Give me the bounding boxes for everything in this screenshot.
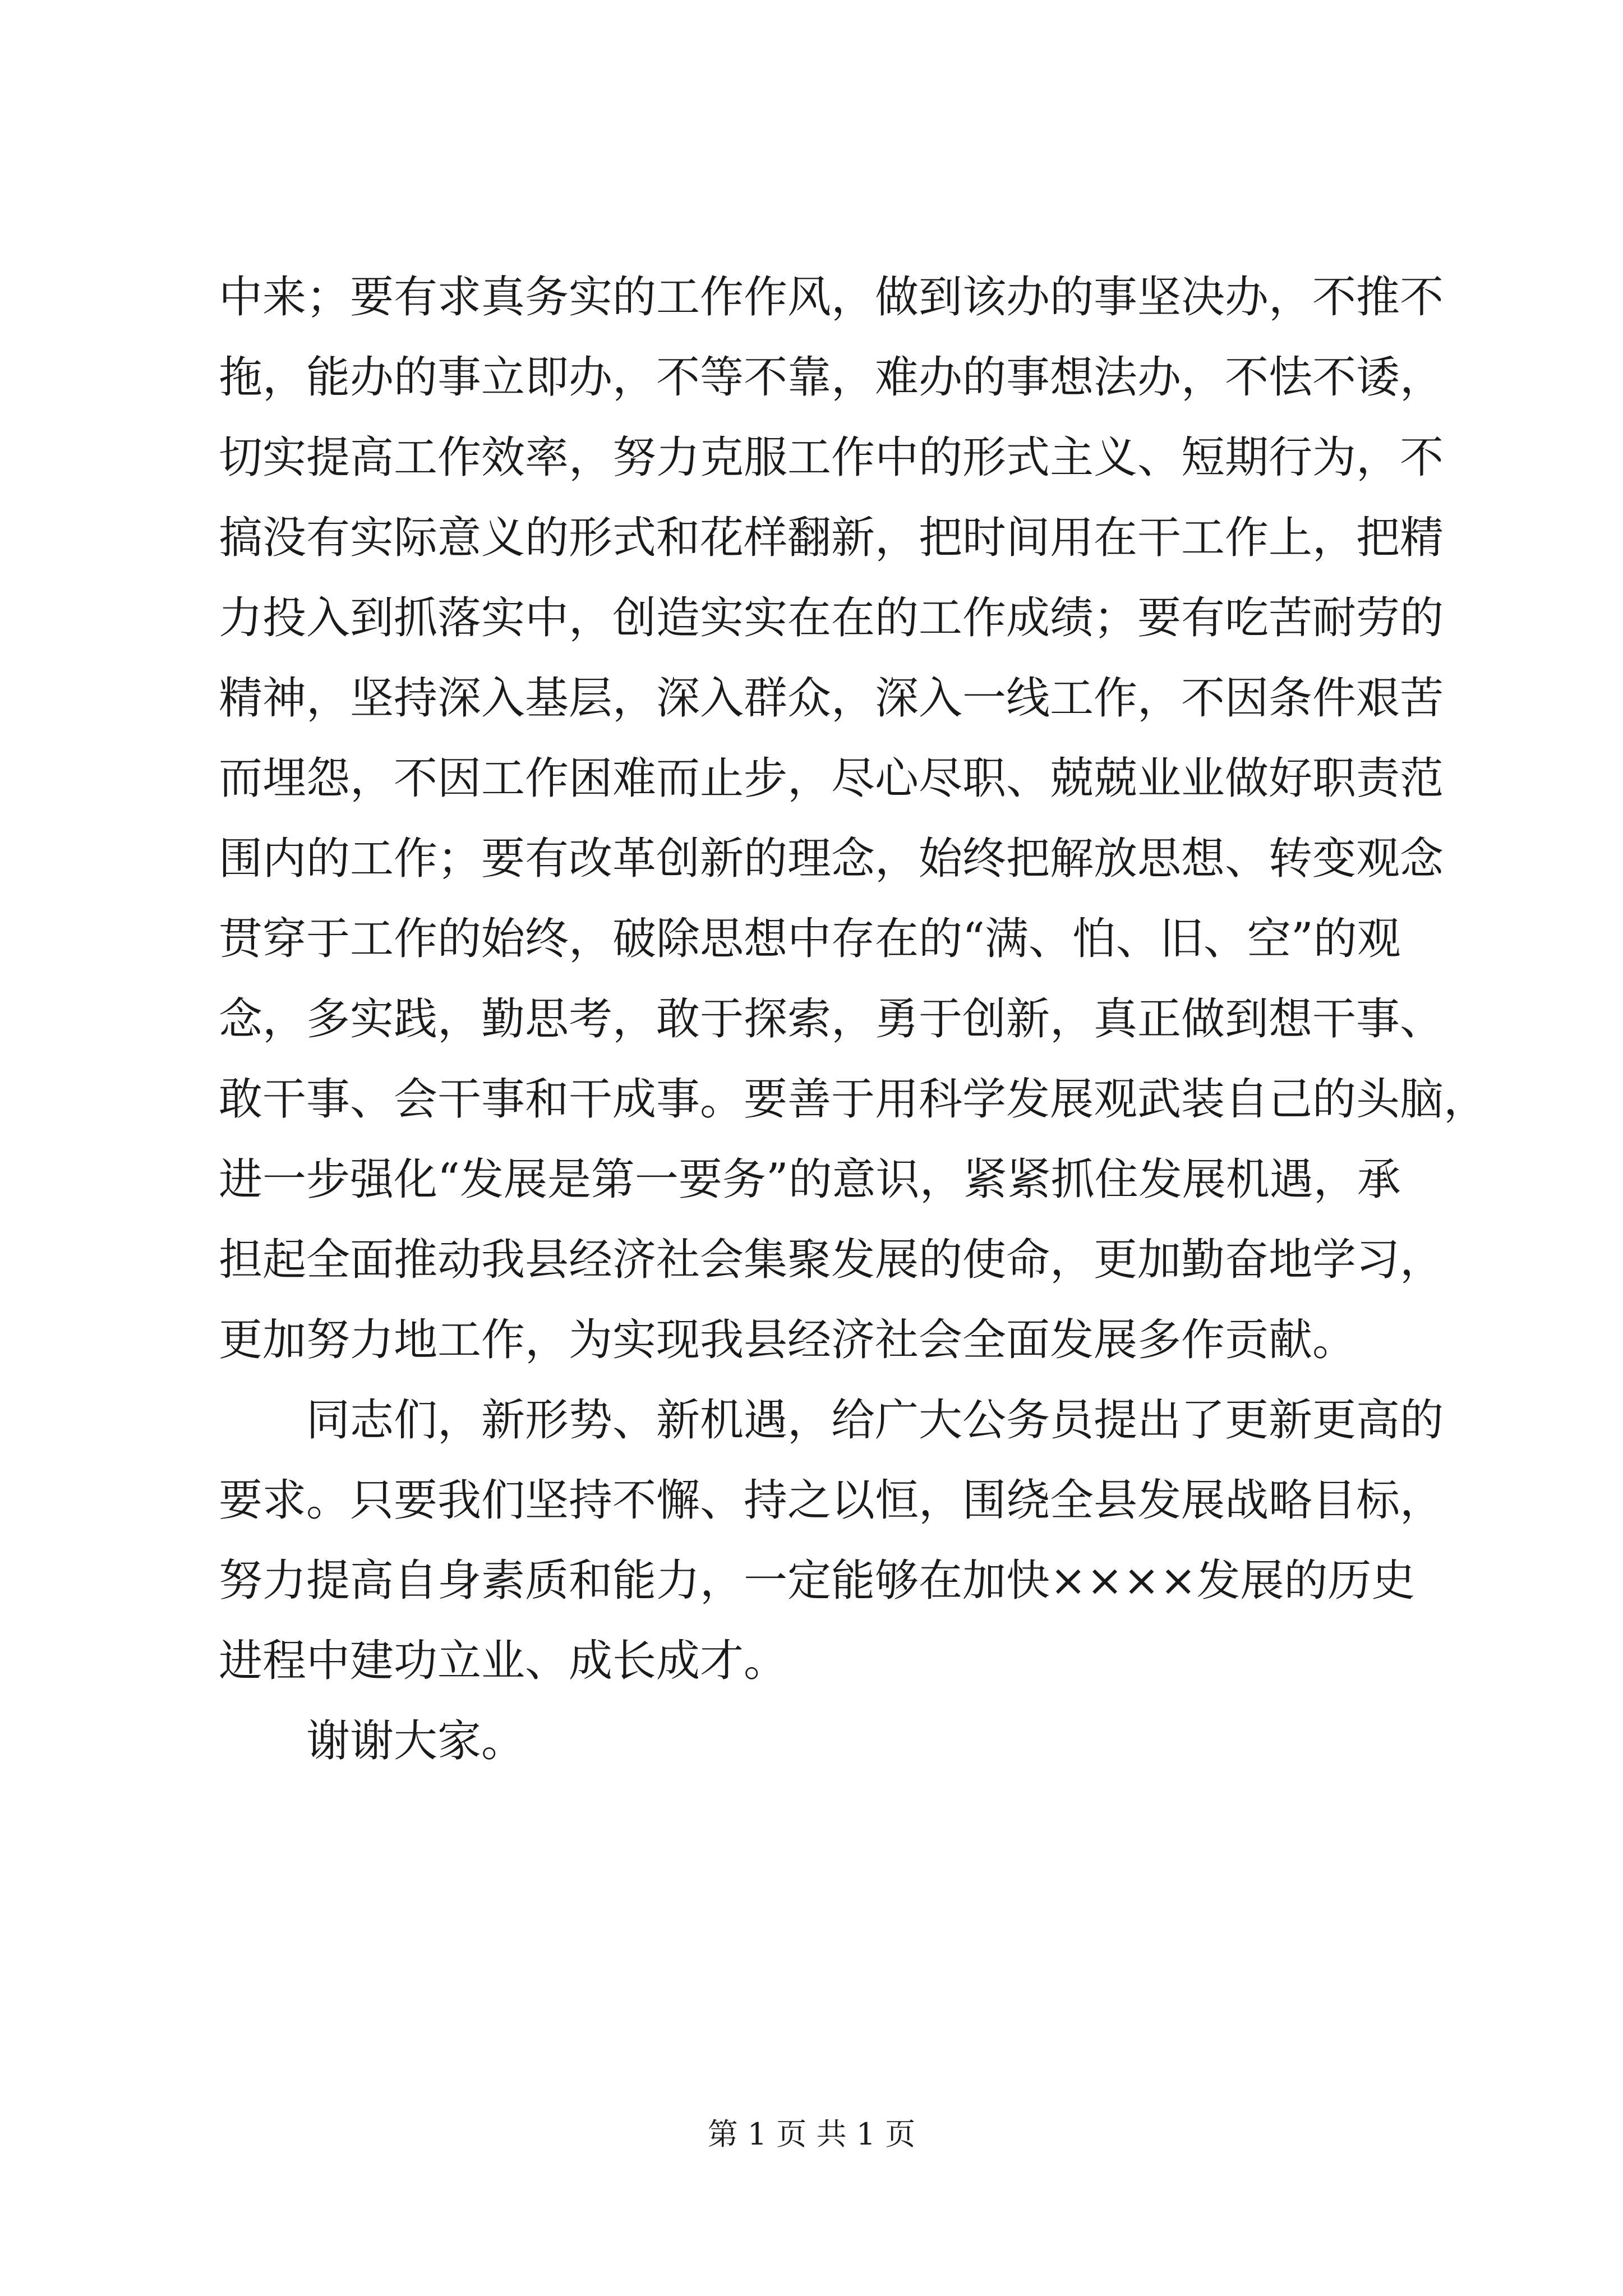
text-line: 努力提高自身素质和能力，一定能够在加快××××发展的历史	[219, 1556, 1415, 1606]
text-line: 搞没有实际意义的形式和花样翻新，把时间用在干工作上，把精	[219, 513, 1444, 563]
text-line: 力投入到抓落实中，创造实实在在的工作成绩；要有吃苦耐劳的	[219, 593, 1444, 643]
text-line: 进一步强化“发展是第一要务”的意识，紧紧抓住发展机遇，承	[219, 1154, 1401, 1205]
page-footer: 第 1 页 共 1 页	[707, 2116, 916, 2152]
text-line: 拖，能办的事立即办，不等不靠，难办的事想法办，不怯不诿，	[219, 352, 1444, 403]
text-line: 念，多实践，勤思考，敢于探索，勇于创新，真正做到想干事、	[219, 994, 1444, 1045]
text-line: 中来；要有求真务实的工作作风，做到该办的事坚决办，不推不	[219, 272, 1444, 323]
text-line: 进程中建功立业、成长成才。	[219, 1636, 788, 1686]
text-line: 担起全面推动我县经济社会集聚发展的使命，更加勤奋地学习，	[219, 1235, 1444, 1285]
paragraph-first-line: 同志们，新形势、新机遇，给广大公务员提出了更新更高的	[306, 1395, 1444, 1446]
text-line: 要求。只要我们坚持不懈、持之以恒，围绕全县发展战略目标，	[219, 1475, 1444, 1526]
text-line: 围内的工作；要有改革创新的理念，始终把解放思想、转变观念	[219, 834, 1444, 884]
text-line: 敢干事、会干事和干成事。要善于用科学发展观武装自己的头脑，	[219, 1074, 1488, 1125]
closing-remark: 谢谢大家。	[306, 1716, 525, 1766]
text-line: 贯穿于工作的始终，破除思想中存在的“满、怕、旧、空”的观	[219, 914, 1401, 964]
text-line: 精神，坚持深入基层，深入群众，深入一线工作，不因条件艰苦	[219, 673, 1444, 724]
text-line: 切实提高工作效率，努力克服工作中的形式主义、短期行为，不	[219, 432, 1444, 483]
text-line: 而埋怨，不因工作困难而止步，尽心尽职、兢兢业业做好职责范	[219, 753, 1444, 804]
text-line: 更加努力地工作，为实现我县经济社会全面发展多作贡献。	[219, 1315, 1357, 1365]
